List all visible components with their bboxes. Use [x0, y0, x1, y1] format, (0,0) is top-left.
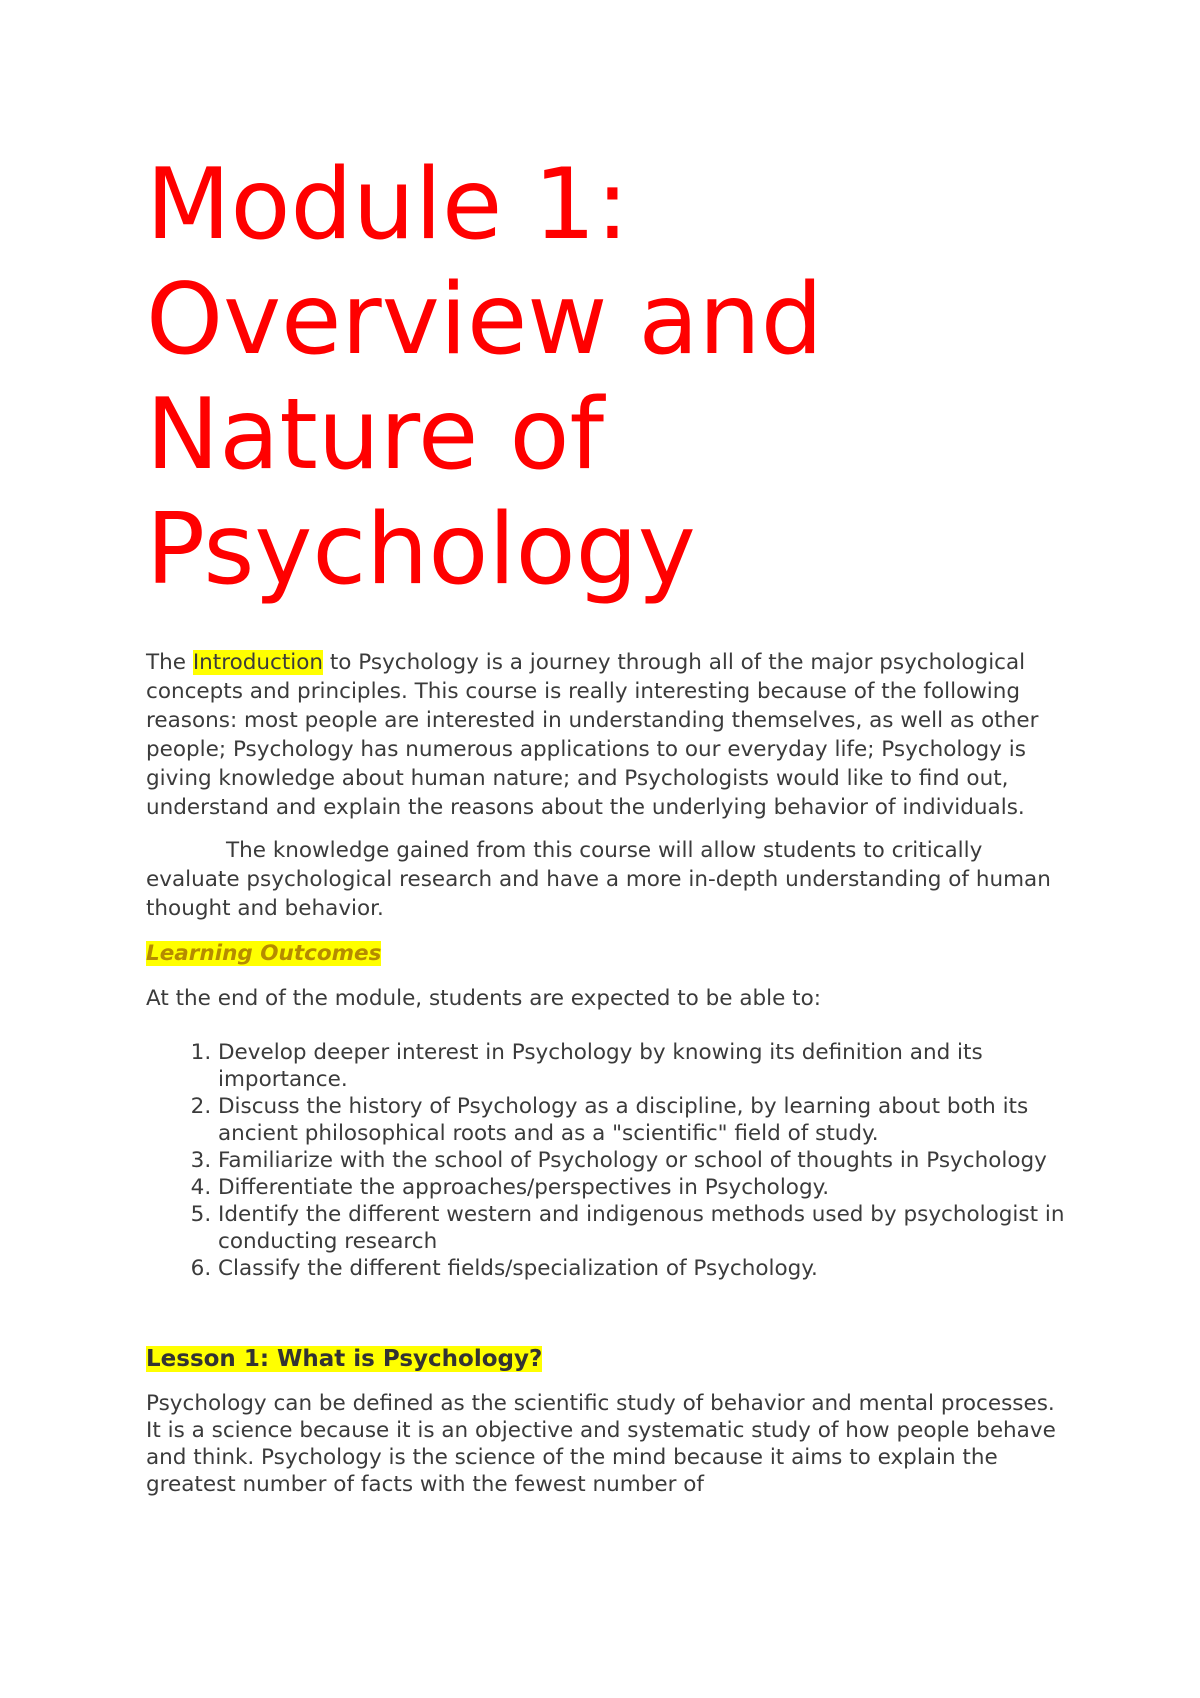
learning-outcomes-heading [146, 939, 1070, 968]
intro-highlight: Introduction [192, 650, 324, 675]
intro-prefix: The [146, 650, 193, 675]
title-line-4: Psychology [146, 493, 696, 607]
title-line-3: Nature of [146, 378, 604, 492]
outcome-item: 5. Identify the different western and indigenous methods used by psychologist in conducting research [218, 1201, 1070, 1255]
intro-paragraph [146, 648, 1070, 822]
outcome-item: 1. Develop deeper interest in Psychology by knowing its definition and its importance. [218, 1039, 1070, 1093]
outcome-item: 6. Classify the different fields/specialization of Psychology. [218, 1255, 1070, 1282]
outcome-item: 2. Discuss the history of Psychology as a discipline, by learning about both its ancient philosophical roots and as a "scientific" field of study. [218, 1093, 1070, 1147]
outcome-item: 4. Differentiate the approaches/perspectives in Psychology. [218, 1174, 1070, 1201]
title-line-1: Module 1: [146, 148, 629, 262]
lesson-1-heading [146, 1344, 1070, 1374]
module-title [146, 148, 1070, 608]
lesson-1-heading-text: Lesson 1: What is Psychology? [146, 1346, 543, 1372]
learning-outcomes-heading-text: Learning Outcomes [146, 941, 382, 966]
intro-rest: to Psychology is a journey through all of the major psychological concepts and principles. This course is really interesting because of the following reasons: most people are interested in understanding themselves, as well as other people; Psychology has numerous applications to our everyday life; Psychology is giving knowledge about human nature; and Psychologists would like to find out, understand and explain the reasons about the underlying behavior of individuals. [146, 650, 1039, 820]
outcomes-intro: At the end of the module, students are expected to be able to: [146, 986, 822, 1011]
outcomes-list [146, 1039, 1070, 1282]
knowledge-paragraph: The knowledge gained from this course will allow students to critically evaluate psychological research and have a more in-depth understanding of human thought and behavior. [146, 838, 1051, 921]
title-line-2: Overview and [146, 263, 823, 377]
outcome-item: 3. Familiarize with the school of Psychology or school of thoughts in Psychology [218, 1147, 1070, 1174]
lesson-1-paragraph: Psychology can be defined as the scientific study of behavior and mental processes. It is a science because it is an objective and systematic study of how people behave and think. Psychology is the science of the mind because it aims to explain the greatest number of facts with the fewest number of [146, 1391, 1056, 1497]
